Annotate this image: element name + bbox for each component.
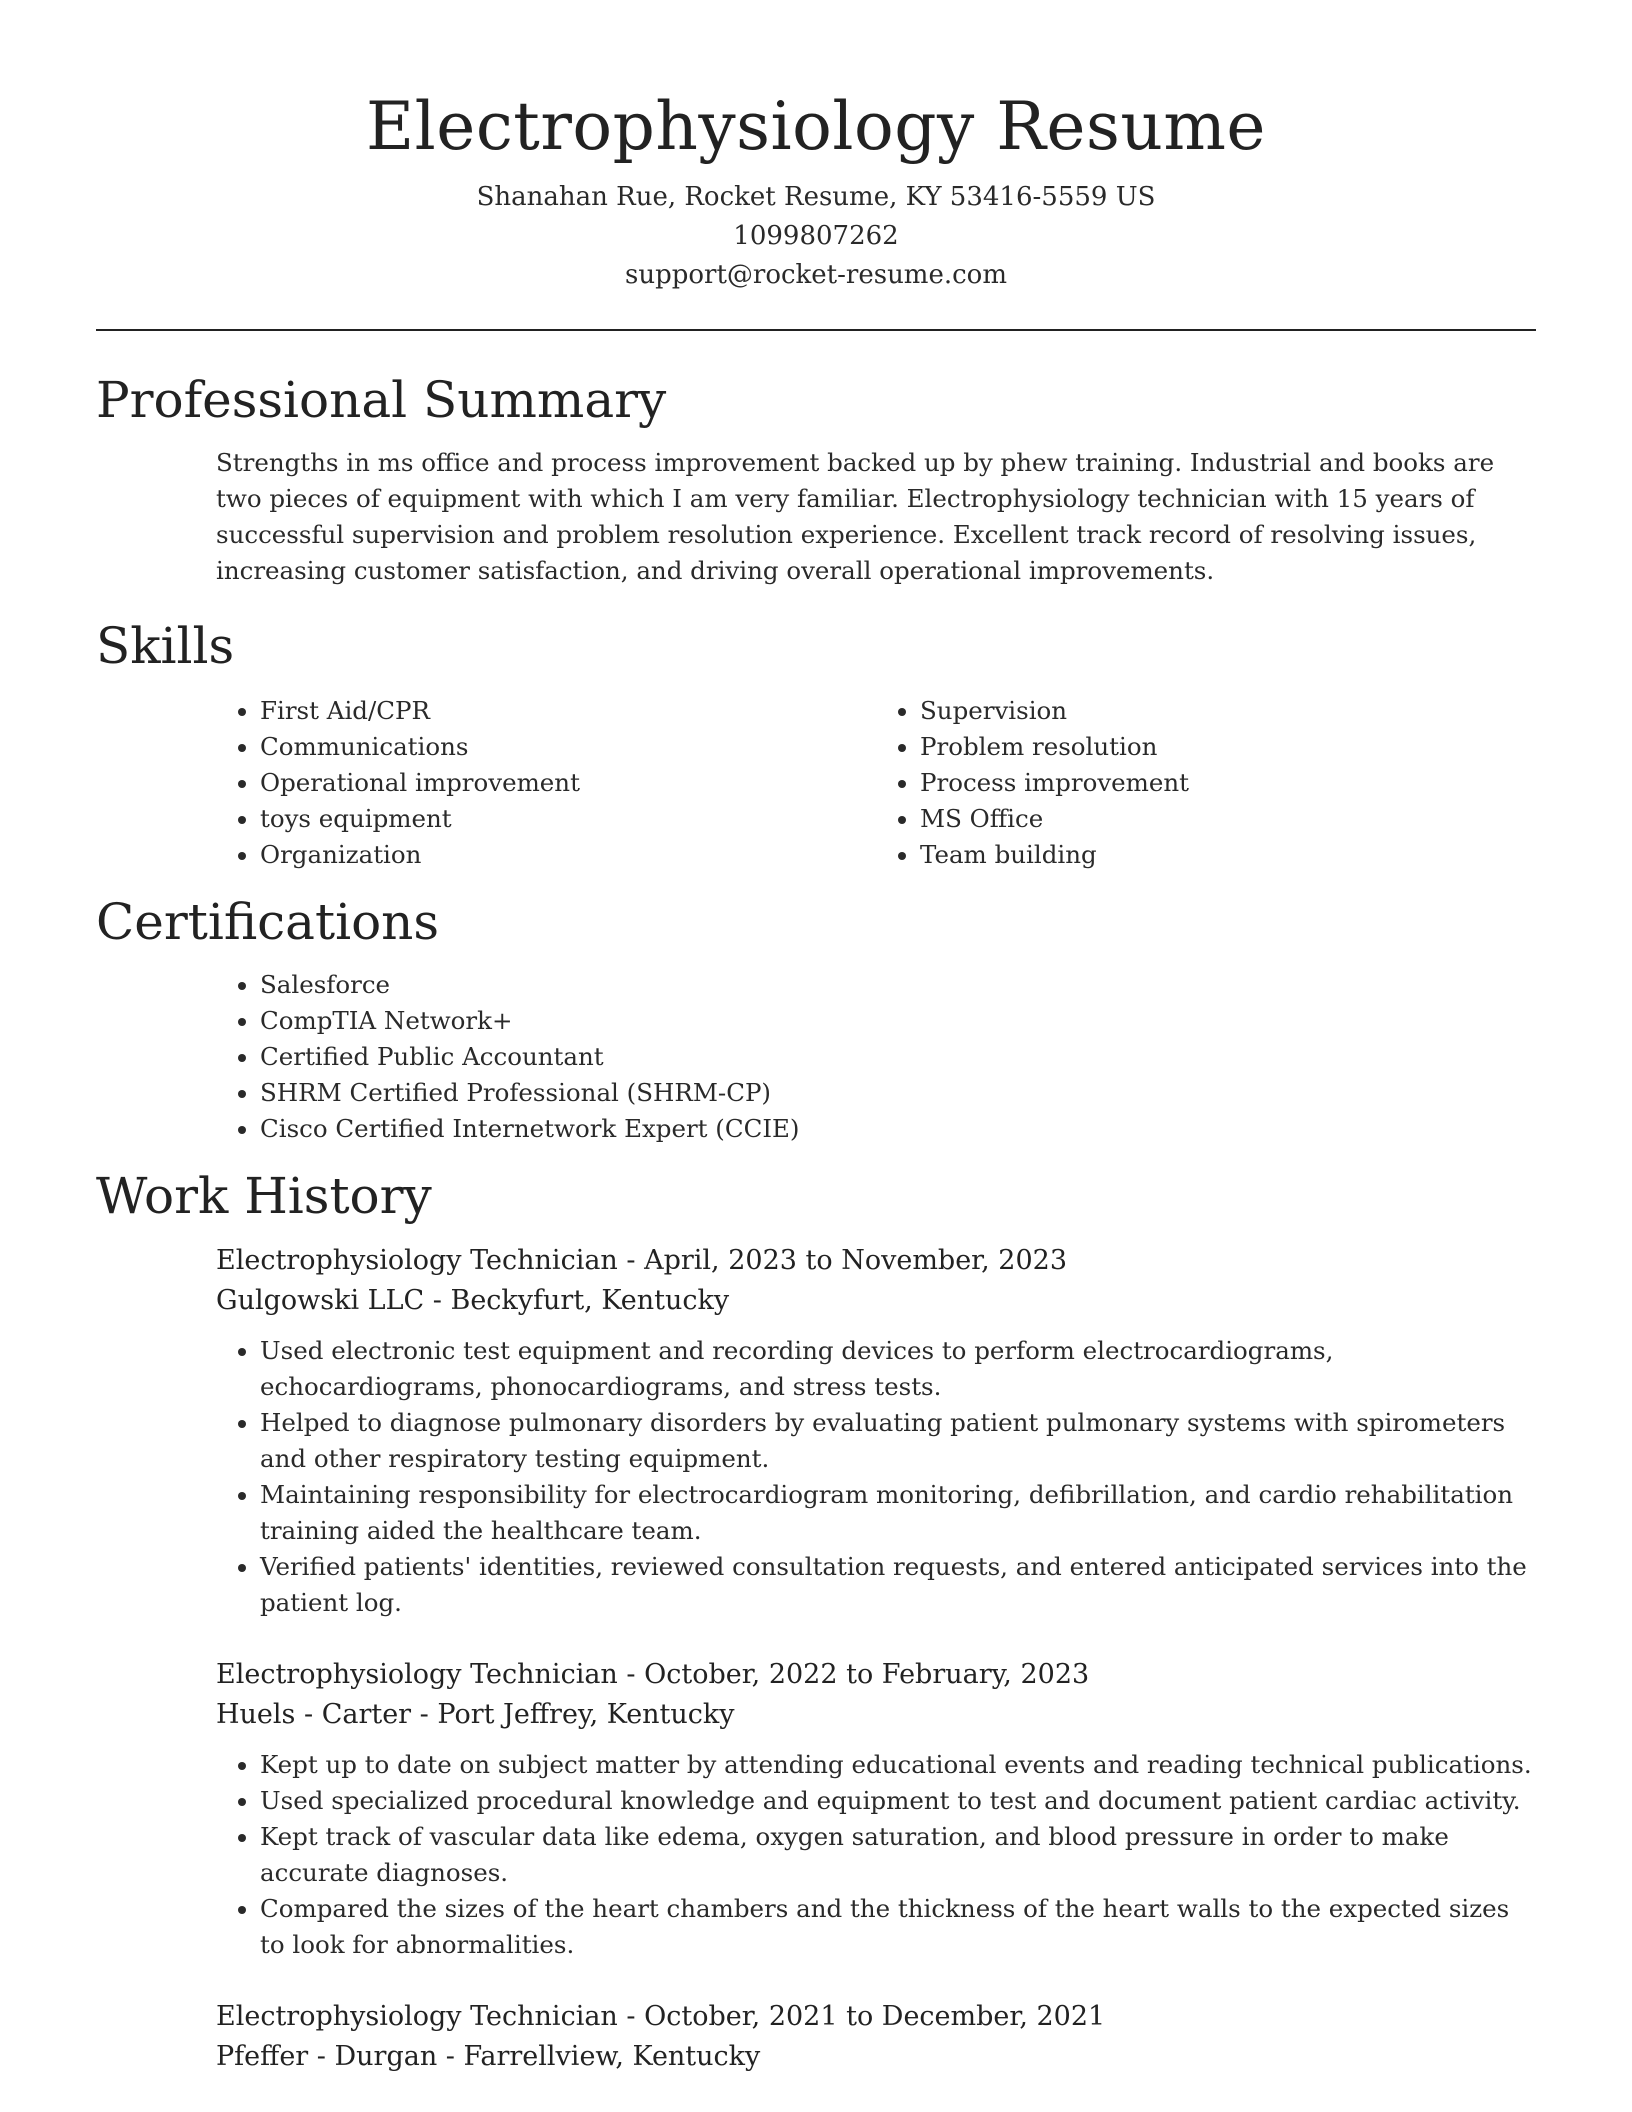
- job-duty-item: • Helped to diagnose pulmonary disorders by evaluating patient pulmonary systems with spirometers and other respiratory testing equipment.: [260, 1405, 1536, 1477]
- certifications-items: [216, 967, 1536, 1147]
- job-duty-item: • Kept track of vascular data like edema, oxygen saturation, and blood pressure in order to make accurate diagnoses.: [260, 1819, 1536, 1891]
- contact-info: [96, 178, 1536, 295]
- address-text: Shanahan Rue, Rocket Resume, KY 53416-5559 US: [476, 182, 1156, 212]
- job-entry: [216, 1241, 1536, 1621]
- skill-item: • Communications: [260, 729, 876, 765]
- skill-item: • Organization: [260, 837, 876, 873]
- certification-item: • Salesforce: [260, 967, 1536, 1003]
- summary-text: Strengths in ms office and process improvement backed up by phew training. Industrial and books are two pieces of equipment with which I am very familiar. Electrophysiology technician with 15 years of successful supervision and problem resolution experience. Excellent track record of resolving issues, increasing customer satisfaction, and driving overall operational improvements.: [216, 448, 1495, 585]
- skill-item: • Team building: [920, 837, 1536, 873]
- job-title-dates: Electrophysiology Technician - April, 2023 to November, 2023: [216, 1245, 1068, 1276]
- job-employer: Huels - Carter - Port Jeffrey, Kentucky: [216, 1699, 735, 1730]
- skill-item: • Problem resolution: [920, 729, 1536, 765]
- job-duty-item: • Compared the sizes of the heart chambers and the thickness of the heart walls to the expected sizes to look for abnormalities.: [260, 1891, 1536, 1963]
- job-duty-item: • Kept up to date on subject matter by attending educational events and reading technical publications.: [260, 1747, 1536, 1783]
- job-entry: [216, 1655, 1536, 1963]
- page-title: Electrophysiology Resume: [365, 88, 1266, 165]
- job-title-dates: Electrophysiology Technician - October, 2021 to December, 2021: [216, 2001, 1106, 2032]
- job-employer: Pfeffer - Durgan - Farrellview, Kentucky: [216, 2041, 761, 2072]
- job-employer: Gulgowski LLC - Beckyfurt, Kentucky: [216, 1285, 730, 1316]
- work-history-heading: Work History: [96, 1167, 432, 1225]
- job-duties: [216, 1333, 1536, 1621]
- job-duty-item: • Used electronic test equipment and recording devices to perform electrocardiograms, echocardiograms, phonocardiograms, and stress tests.: [260, 1333, 1536, 1405]
- summary-heading: Professional Summary: [96, 371, 667, 429]
- header-divider: [96, 329, 1536, 331]
- job-duty-item: • Verified patients' identities, reviewed consultation requests, and entered anticipated services into the patient log.: [260, 1549, 1536, 1621]
- email-text: support@rocket-resume.com: [624, 260, 1007, 290]
- job-duties: [216, 1747, 1536, 1963]
- certification-item: • Cisco Certified Internetwork Expert (CCIE): [260, 1111, 1536, 1147]
- certifications-heading: Certifications: [96, 893, 440, 951]
- certifications-list: [216, 967, 1536, 1147]
- skill-item: • toys equipment: [260, 801, 876, 837]
- work-history-list: [216, 1241, 1536, 2077]
- job-duty-item: • Maintaining responsibility for electrocardiogram monitoring, defibrillation, and cardio rehabilitation training aided the healthcare team.: [260, 1477, 1536, 1549]
- certification-item: • SHRM Certified Professional (SHRM-CP): [260, 1075, 1536, 1111]
- certification-item: • CompTIA Network+: [260, 1003, 1536, 1039]
- skill-item: • First Aid/CPR: [260, 693, 876, 729]
- resume-page: [96, 0, 1536, 2077]
- job-title-dates: Electrophysiology Technician - October, 2022 to February, 2023: [216, 1659, 1090, 1690]
- skills-list: [216, 693, 1536, 873]
- skill-item: • Process improvement: [920, 765, 1536, 801]
- skills-column-right: [876, 693, 1536, 873]
- skills-column-left: [216, 693, 876, 873]
- certification-item: • Certified Public Accountant: [260, 1039, 1536, 1075]
- phone-text: 1099807262: [733, 221, 899, 251]
- job-duty-item: • Used specialized procedural knowledge and equipment to test and document patient cardiac activity.: [260, 1783, 1536, 1819]
- skill-item: • Operational improvement: [260, 765, 876, 801]
- job-entry: [216, 1997, 1536, 2077]
- resume-header: [96, 0, 1536, 295]
- skill-item: • MS Office: [920, 801, 1536, 837]
- skills-heading: Skills: [96, 617, 235, 675]
- skill-item: • Supervision: [920, 693, 1536, 729]
